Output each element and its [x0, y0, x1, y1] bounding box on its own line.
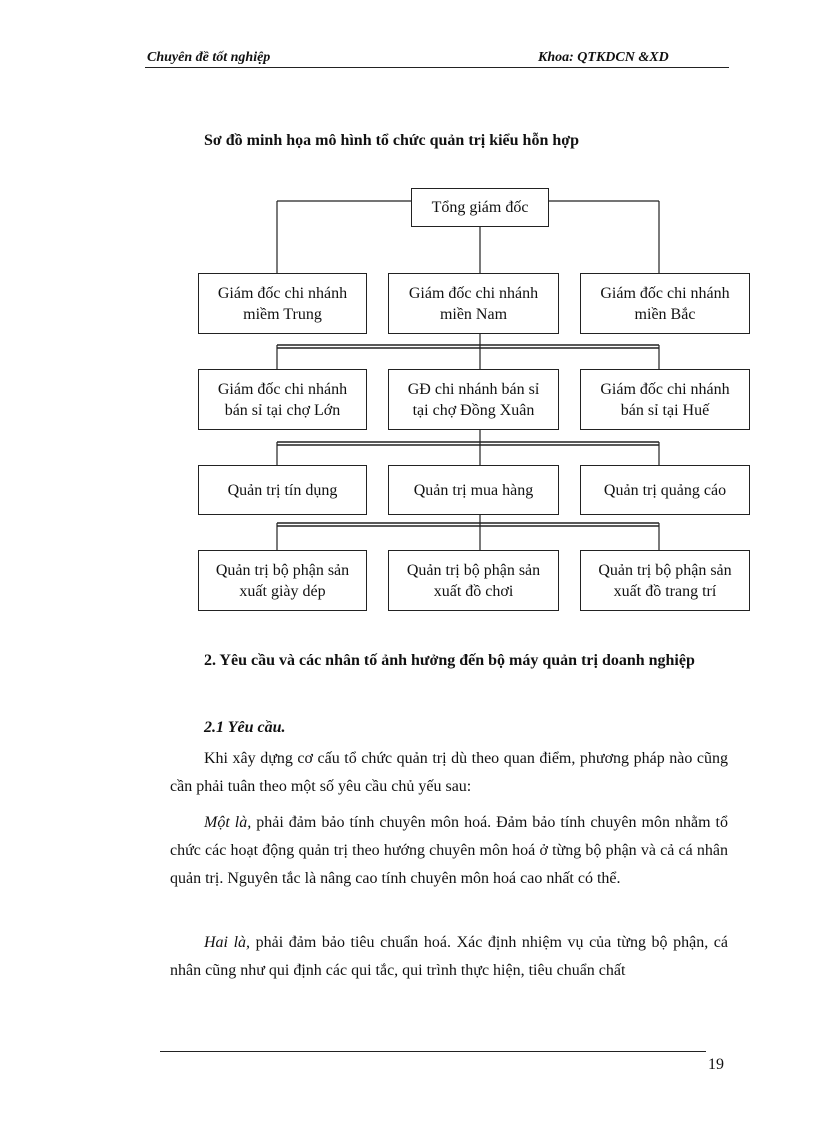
production-box-toys	[388, 550, 559, 611]
box-line: miền Nam	[439, 305, 508, 323]
box-line: miềm Trung	[243, 305, 322, 323]
page-number: 19	[708, 1056, 724, 1073]
functional-box-purchasing	[388, 465, 559, 515]
box-line: Giám đốc chi nhánh	[217, 284, 348, 302]
subsection-heading: 2.1 Yêu cầu.	[204, 719, 286, 736]
box-line: Quản trị bộ phận sản	[406, 561, 541, 579]
diagram-title: Sơ đồ minh họa mô hình tổ chức quản trị kiểu hỗn hợp	[204, 132, 579, 149]
wholesale-box-hue	[580, 369, 750, 430]
box-line: bán sỉ tại chợ Lớn	[224, 401, 341, 419]
box-line: xuất đồ chơi	[433, 582, 514, 600]
box-line: xuất đồ trang trí	[613, 582, 717, 600]
regional-box-south	[388, 273, 559, 334]
box-line: Giám đốc chi nhánh	[408, 284, 539, 302]
box-line: bán sỉ tại Huế	[620, 401, 710, 419]
paragraph-3-lead: Hai là,	[204, 934, 251, 951]
box-line: Quản trị tín dụng	[227, 481, 338, 499]
functional-box-advertising	[580, 465, 750, 515]
regional-box-central	[198, 273, 367, 334]
box-line: Quản trị bộ phận sản	[598, 561, 732, 579]
footer-rule	[160, 1051, 706, 1052]
production-box-decor	[580, 550, 750, 611]
paragraph-3	[170, 929, 728, 985]
functional-box-credit	[198, 465, 367, 515]
box-line: miền Bắc	[634, 305, 696, 323]
box-line: Quản trị mua hàng	[413, 481, 534, 499]
box-line: Giám đốc chi nhánh	[217, 380, 348, 398]
header-left-title: Chuyên đề tốt nghiệp	[147, 50, 271, 65]
box-line: Giám đốc chi nhánh	[600, 284, 730, 302]
wholesale-box-cholon	[198, 369, 367, 430]
paragraph-2-text: phải đảm bảo tính chuyên môn hoá. Đảm bảo tính chuyên môn nhằm tổ chức các hoạt động quản trị theo hướng chuyên môn hoá ở từng bộ phận và cả cá nhân quản trị. Nguyên tắc là nâng cao tính chuyên môn hoá cao nhất có thể.	[170, 814, 728, 887]
regional-box-north	[580, 273, 750, 334]
header-right-title: Khoa: QTKDCN &XD	[538, 50, 669, 65]
header-rule	[145, 67, 729, 68]
section-heading: 2. Yêu cầu và các nhân tố ảnh hưởng đến bộ máy quản trị doanh nghiệp	[204, 652, 695, 669]
box-line: Quản trị bộ phận sản	[215, 561, 350, 579]
box-line: GĐ chi nhánh bán sỉ	[407, 380, 540, 398]
ceo-label: Tổng giám đốc	[431, 199, 529, 216]
production-box-footwear	[198, 550, 367, 611]
ceo-box	[411, 188, 549, 227]
box-line: xuất giày dép	[239, 582, 326, 600]
box-line: tại chợ Đồng Xuân	[412, 401, 535, 419]
paragraph-2-lead: Một là,	[204, 814, 252, 831]
box-line: Quản trị quảng cáo	[603, 481, 727, 499]
box-line: Giám đốc chi nhánh	[600, 380, 730, 398]
paragraph-2	[170, 809, 728, 893]
wholesale-box-dongxuan	[388, 369, 559, 430]
paragraph-1: Khi xây dựng cơ cấu tổ chức quản trị dù theo quan điểm, phương pháp nào cũng cần phải tuân theo một số yêu cầu chủ yếu sau:	[170, 750, 728, 795]
paragraph-3-text: phải đảm bảo tiêu chuẩn hoá. Xác định nhiệm vụ của từng bộ phận, cá nhân cũng như qui định các qui tắc, qui trình thực hiện, tiêu chuẩn chất	[170, 934, 729, 979]
